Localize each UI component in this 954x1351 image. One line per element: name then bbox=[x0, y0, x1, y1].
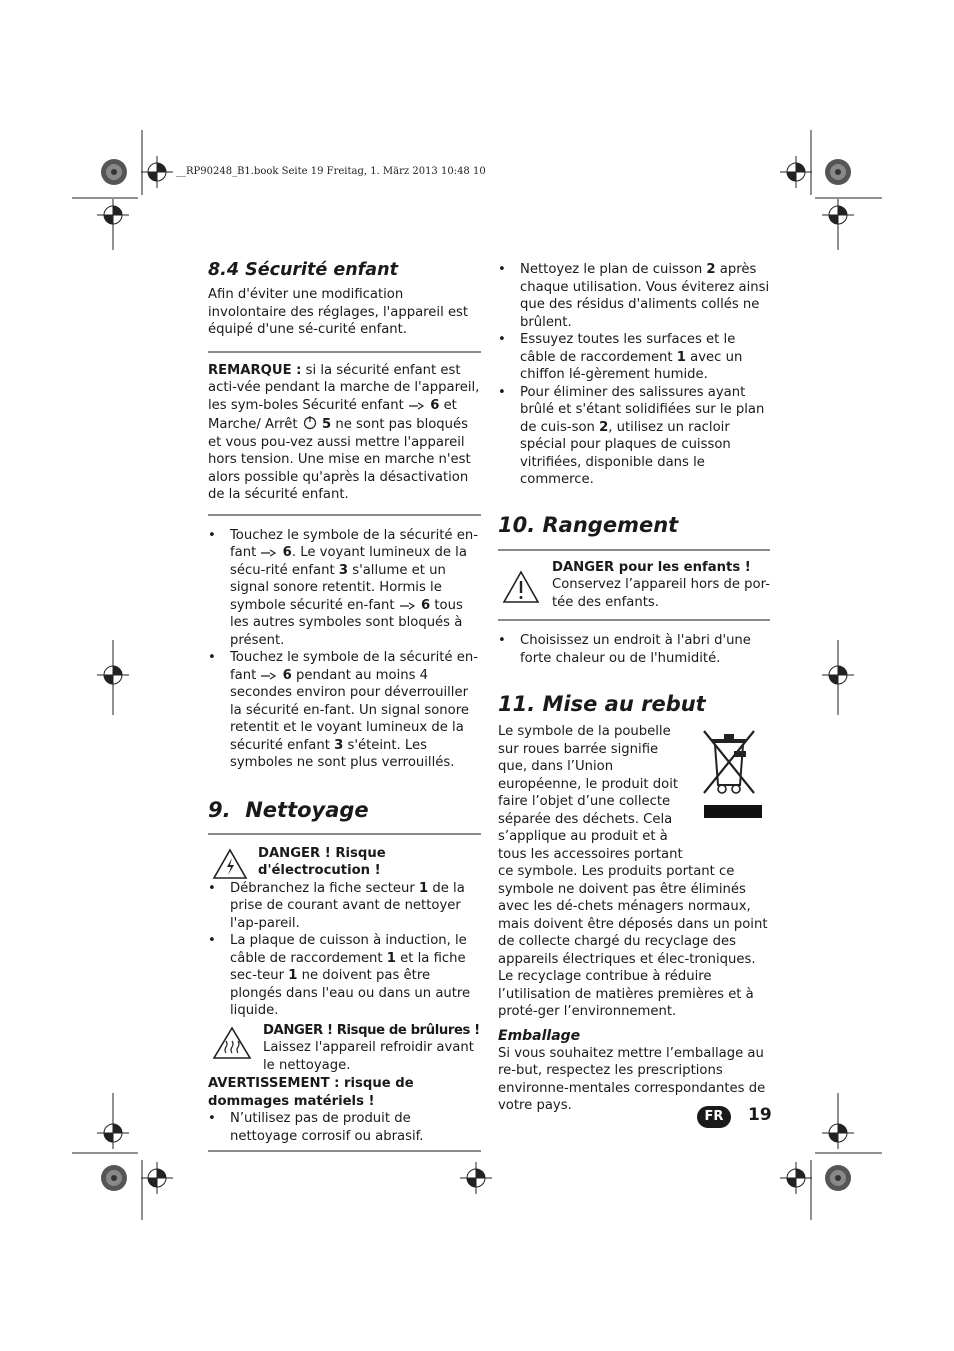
section-9-title: 9. Nettoyage bbox=[208, 797, 369, 822]
burn-warning bbox=[208, 1022, 481, 1075]
section-8-4-intro: Afin d'éviter une modification involontaire des réglages, l'appareil est équipé d'une sé-curité enfant. bbox=[208, 287, 469, 337]
section-9-rule bbox=[208, 833, 481, 835]
danger-electrocution-line1: DANGER ! Risque bbox=[258, 845, 386, 861]
danger-children-text: Conservez l’appareil hors de por-tée des enfants. bbox=[552, 577, 770, 610]
crossed-out-bin-icon bbox=[696, 725, 764, 823]
electrocution-warning bbox=[208, 845, 481, 880]
note-top-rule bbox=[208, 351, 481, 353]
child-lock-icon bbox=[260, 548, 278, 558]
language-badge: FR bbox=[697, 1106, 731, 1128]
section-9-bottom-rule bbox=[208, 1150, 481, 1152]
note-bottom-rule bbox=[208, 514, 481, 516]
disposal-text-full: ce symbole. Les produits portant ce symbole ne doivent pas être éliminés avec les dé-chets ménagers normaux, mais doivent être déposés dans un point de collecte chargé du recyclage des appareils électriques et élec-troniques. Le recyclage contribue à réduire l’utilisation de matières premières et à proté-ger l’environnement. bbox=[498, 864, 768, 1019]
child-lock-icon bbox=[260, 671, 278, 681]
page-number: 19 bbox=[748, 1105, 772, 1125]
packaging-text: Si vous souhaitez mettre l’emballage au re-but, respectez les prescriptions environne-mentales correspondantes de votre pays. bbox=[498, 1045, 766, 1113]
list-item: • La plaque de cuisson à induction, le câble de raccordement 1 et la fiche sec-teur 1 ne doivent pas être plongés dans l'eau ou dans un autre liquide. bbox=[208, 932, 481, 1020]
children-warning bbox=[498, 559, 770, 612]
child-lock-icon bbox=[408, 401, 426, 411]
list-item: • Nettoyez le plan de cuisson 2 après chaque utilisation. Vous éviterez ainsi que des résidus d'aliments collés ne brûlent. bbox=[498, 261, 770, 331]
note-text-b: et Marche/ Arrêt bbox=[208, 397, 457, 432]
section-10-bottom-rule bbox=[498, 619, 770, 621]
child-lock-icon bbox=[399, 601, 417, 611]
list-item: • Touchez le symbole de la sécurité en-fant 6. Le voyant lumineux de la sécu-rité enfant 3 s'allume et un signal sonore retentit. Hormis le symbole sécurité en-fant 6 tous les autres symboles sont bloqués à présent. bbox=[208, 527, 481, 650]
cleaning-steps-list bbox=[498, 261, 770, 489]
list-item: • Choisissez un endroit à l'abri d'une forte chaleur ou de l'humidité. bbox=[498, 632, 770, 667]
danger-burn-text: Laissez l'appareil refroidir avant le nettoyage. bbox=[263, 1040, 474, 1073]
left-column bbox=[208, 258, 481, 1152]
note-text-c: ne sont pas bloqués et vous pou-vez aussi mettre l'appareil hors tension. Une mise en marche n'est alors possible qu'après la désactivation de la sécurité enfant. bbox=[208, 417, 471, 502]
power-icon bbox=[302, 414, 318, 430]
note-ref-5: 5 bbox=[321, 417, 332, 432]
list-item: • Essuyez toutes les surfaces et le câble de raccordement 1 avec un chiffon lé-gèrement humide. bbox=[498, 331, 770, 384]
hot-surface-icon bbox=[212, 1026, 252, 1060]
note-label: REMARQUE : bbox=[208, 362, 302, 378]
disposal-text-wrap: Le symbole de la poubelle sur roues barrée signifie que, dans l’Union européenne, le produit doit faire l’objet d’une collecte séparée des déchets. Cela s’applique au produit et à tous les accessoires portant bbox=[498, 724, 683, 862]
packaging-title: Emballage bbox=[498, 1027, 581, 1044]
section-10-title: 10. Rangement bbox=[498, 512, 679, 537]
list-item: • Pour éliminer des salissures ayant brûlé et s'étant solidifiées sur le plan de cuis-son 2, utilisez un racloir spécial pour plaques de cuisson vitrifiées, disponible dans le commerce. bbox=[498, 384, 770, 489]
cleaning-safety-list bbox=[208, 880, 481, 1020]
danger-burn-title: DANGER ! Risque de brûlures ! bbox=[263, 1022, 480, 1038]
note-ref-6: 6 bbox=[430, 397, 440, 413]
note-paragraph bbox=[208, 362, 481, 504]
warning-triangle-icon bbox=[502, 570, 540, 604]
section-11-title: 11. Mise au rebut bbox=[498, 692, 706, 716]
child-lock-steps bbox=[208, 527, 481, 772]
print-header-file-info: __RP90248_B1.book Seite 19 Freitag, 1. März 2013 10:48 10 bbox=[176, 166, 486, 177]
disposal-block bbox=[498, 723, 770, 1021]
note-text-a: si la sécurité enfant est acti-vée pendant la marche de l'appareil, les sym-boles Sécurité enfant bbox=[208, 362, 480, 413]
danger-children-title: DANGER pour les enfants ! bbox=[552, 559, 751, 575]
material-damage-warning: AVERTISSEMENT : risque de dommages matériels ! bbox=[208, 1076, 414, 1109]
danger-electrocution-line2: d'électrocution ! bbox=[258, 863, 381, 878]
list-item: • Débranchez la fiche secteur 1 de la prise de courant avant de nettoyer l'ap-pareil. bbox=[208, 880, 481, 933]
section-10-rule bbox=[498, 549, 770, 551]
section-8-4-title: 8.4 Sécurité enfant bbox=[208, 260, 398, 280]
cleaning-products-list bbox=[208, 1110, 481, 1145]
list-item: • N’utilisez pas de produit de nettoyage corrosif ou abrasif. bbox=[208, 1110, 481, 1145]
right-column bbox=[498, 261, 770, 1115]
storage-list bbox=[498, 632, 770, 667]
list-item: • Touchez le symbole de la sécurité en-fant 6 pendant au moins 4 secondes environ pour déverrouiller la sécurité en-fant. Un signal sonore retentit et le voyant lumineux de la sécurité enfant 3 s'éteint. Les symboles ne sont plus verrouillés. bbox=[208, 649, 481, 772]
electric-hazard-icon bbox=[212, 848, 248, 880]
